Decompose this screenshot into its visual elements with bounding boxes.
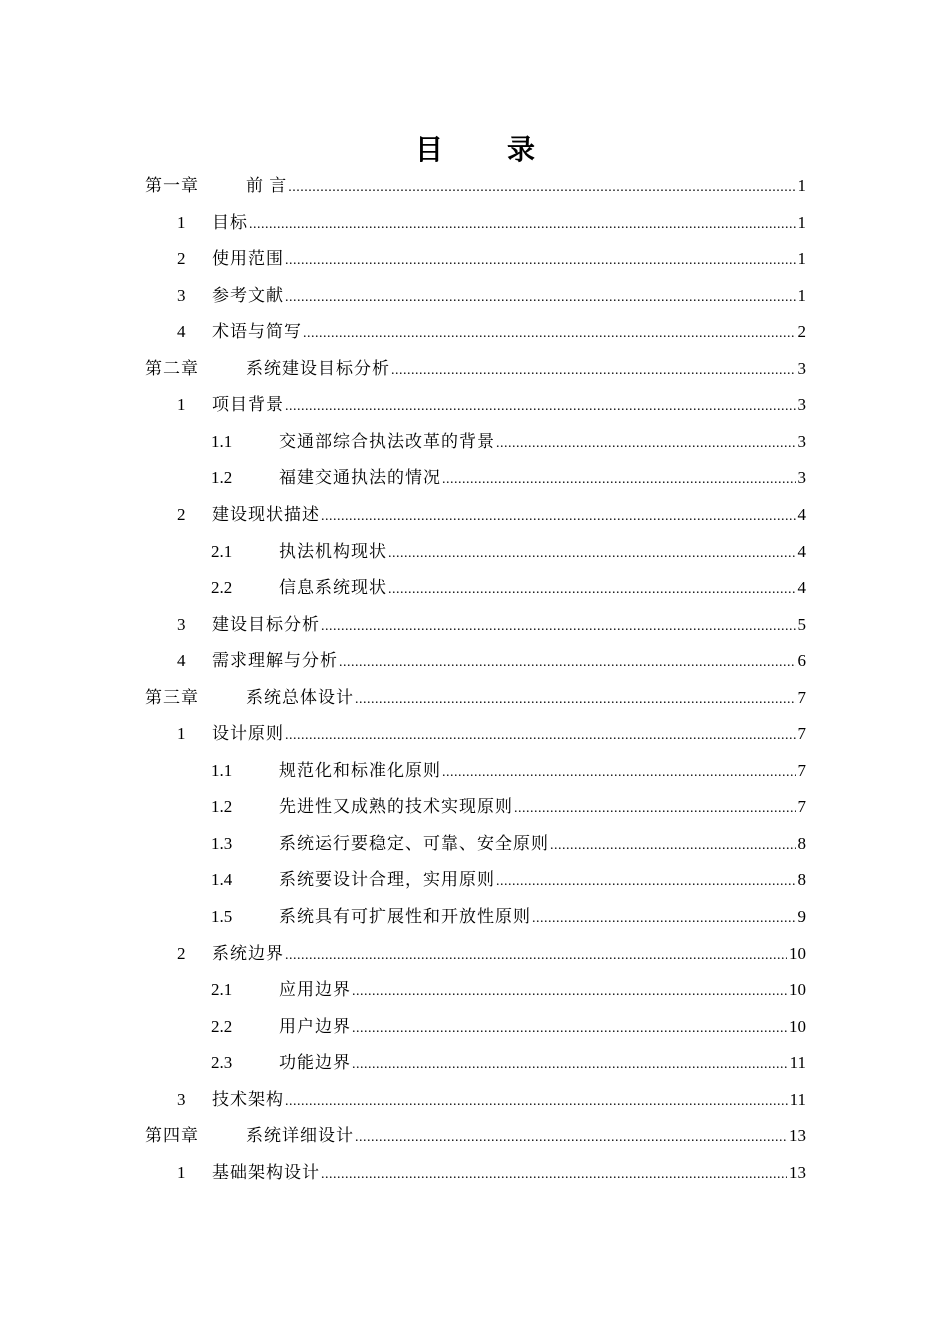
toc-entry-label: 福建交通执法的情况	[279, 468, 441, 488]
toc-entry-page: 9	[797, 907, 806, 926]
toc-entry-label: 术语与简写	[212, 322, 302, 342]
toc-entry-number: 2.1	[211, 541, 233, 561]
toc-dot-leader	[388, 572, 796, 608]
toc-entry-line	[212, 241, 806, 279]
toc-entry-label: 系统具有可扩展性和开放性原则	[279, 907, 531, 926]
toc-dot-leader	[496, 426, 796, 462]
toc-dot-leader	[496, 864, 796, 900]
toc-entry-line	[212, 314, 806, 352]
toc-entry-label: 系统要设计合理，实用原则	[279, 870, 495, 890]
toc-entry-line	[212, 205, 806, 243]
toc-entry-label: 规范化和标准化原则	[279, 760, 441, 780]
toc-dot-leader	[303, 316, 796, 352]
toc-entry-number: 2.3	[211, 1053, 233, 1073]
toc-entry-line	[279, 534, 806, 572]
toc-dot-leader	[550, 828, 796, 864]
toc-entry-page: 1	[797, 249, 806, 269]
toc-entry-label: 功能边界	[279, 1053, 351, 1073]
toc-entry-number: 2.2	[211, 1016, 233, 1036]
toc-entry-label: 系统运行要稳定、可靠、安全原则	[279, 833, 549, 853]
toc-dot-leader	[285, 718, 796, 754]
toc-entry-label: 设计原则	[212, 724, 284, 744]
toc-entry-label: 项目背景	[212, 395, 284, 415]
toc-entry-page: 10	[789, 980, 806, 1000]
toc-entry-page: 3	[797, 468, 806, 488]
toc-entry-number: 2	[177, 943, 186, 963]
toc-entry-line	[212, 278, 806, 316]
toc-dot-leader	[442, 755, 796, 791]
toc-entry-label: 建设目标分析	[212, 614, 320, 634]
toc-dot-leader	[285, 1084, 788, 1120]
toc-dot-leader	[321, 1157, 787, 1193]
toc-entry-number: 1.4	[211, 870, 233, 890]
toc-entry-number: 4	[177, 322, 186, 342]
toc-entry-page: 10	[789, 943, 806, 963]
toc-entry-line	[279, 1009, 806, 1047]
toc-entry-line	[279, 1045, 806, 1083]
toc-dot-leader	[321, 609, 796, 645]
toc-entry-number: 1.1	[211, 760, 233, 780]
toc-entry-label: 技术架构	[212, 1089, 284, 1109]
toc-entry-line	[212, 1155, 806, 1193]
toc-entry-page: 4	[797, 578, 806, 598]
toc-dot-leader	[285, 243, 796, 279]
toc-entry-line	[246, 168, 806, 206]
toc-entry-number: 1.1	[211, 431, 233, 451]
toc-entry-label: 系统边界	[212, 943, 284, 963]
toc-dot-leader	[288, 170, 795, 206]
toc-entry-number: 4	[177, 651, 186, 671]
toc-entry-page: 11	[789, 1053, 806, 1073]
toc-entry-number: 1	[177, 395, 186, 415]
toc-entry-label: 前 言	[246, 176, 288, 195]
toc-entry-label: 先进性又成熟的技术实现原则	[279, 797, 513, 817]
toc-entry-label: 参考文献	[212, 285, 284, 305]
toc-entry-label: 使用范围	[212, 249, 284, 269]
toc-entry-page: 11	[789, 1089, 806, 1109]
toc-entry-label: 目标	[212, 212, 248, 232]
toc-entry-number: 3	[177, 1089, 186, 1109]
toc-entry-line	[246, 1118, 806, 1156]
toc-entry-number: 2.1	[211, 980, 233, 1000]
toc-dot-leader	[321, 499, 796, 535]
toc-entry-page: 1	[797, 212, 806, 232]
toc-entry-page: 7	[797, 797, 806, 817]
toc-dot-leader	[514, 791, 796, 827]
toc-entry-line	[279, 899, 806, 937]
toc-dot-leader	[339, 645, 796, 681]
toc-dot-leader	[388, 536, 796, 572]
toc-entry-page: 5	[797, 614, 806, 634]
toc-dot-leader	[285, 389, 796, 425]
toc-entry-page: 3	[797, 358, 806, 378]
toc-entry-line	[279, 789, 806, 827]
toc-entry-page: 1	[797, 176, 806, 195]
toc-dot-leader	[355, 682, 796, 718]
toc-entry-label: 建设现状描述	[212, 504, 320, 524]
toc-entry-line	[212, 643, 806, 681]
toc-entry-label: 基础架构设计	[212, 1162, 320, 1182]
toc-entry-number: 2.2	[211, 578, 233, 598]
toc-entry-line	[279, 570, 806, 608]
toc-entry-page: 2	[797, 322, 806, 342]
toc-entry-label: 系统建设目标分析	[246, 358, 390, 378]
toc-entry-line	[212, 1082, 806, 1120]
toc-entry-line	[246, 680, 806, 718]
toc-dot-leader	[355, 1120, 787, 1156]
toc-entry-number: 第三章	[145, 687, 199, 707]
toc-entry-line	[279, 753, 806, 791]
toc-entry-number: 第一章	[145, 176, 199, 195]
toc-entry-line	[279, 972, 806, 1010]
toc-entry-label: 执法机构现状	[279, 541, 387, 561]
toc-entry-number: 1.2	[211, 468, 233, 488]
toc-entry-number: 第二章	[145, 358, 199, 378]
toc-entry-label: 系统详细设计	[246, 1126, 354, 1146]
toc-entry-line	[212, 716, 806, 754]
toc-entry-line	[279, 424, 806, 462]
toc-entry-label: 交通部综合执法改革的背景	[279, 431, 495, 451]
toc-entry-page: 8	[797, 833, 806, 853]
toc-dot-leader	[352, 974, 787, 1010]
toc-dot-leader	[442, 462, 796, 498]
toc-entry-page: 7	[797, 760, 806, 780]
toc-entry-number: 1.3	[211, 833, 233, 853]
toc-dot-leader	[352, 1047, 788, 1083]
toc-entry-page: 3	[797, 431, 806, 451]
toc-entry-number: 3	[177, 614, 186, 634]
toc-entry-label: 信息系统现状	[279, 578, 387, 598]
toc-entry-page: 3	[797, 395, 806, 415]
toc-entry-page: 7	[797, 724, 806, 744]
toc-dot-leader	[391, 353, 796, 389]
toc-entry-page: 13	[789, 1126, 806, 1146]
toc-title: 目 录	[414, 135, 553, 166]
toc-entry-line	[212, 607, 806, 645]
toc-entry-label: 应用边界	[279, 980, 351, 1000]
toc-entry-page: 4	[797, 541, 806, 561]
toc-entry-line	[212, 387, 806, 425]
toc-entry-number: 1	[177, 724, 186, 744]
toc-entry-page: 8	[797, 870, 806, 890]
toc-entry-number: 1	[177, 212, 186, 232]
toc-entry-label: 需求理解与分析	[212, 651, 338, 671]
toc-entry-page: 10	[789, 1016, 806, 1036]
toc-entry-number: 1.5	[211, 907, 233, 926]
toc-entry-number: 2	[177, 249, 186, 269]
toc-entry-line	[279, 826, 806, 864]
toc-entry-number: 1.2	[211, 797, 233, 817]
toc-entry-number: 3	[177, 285, 186, 305]
toc-entry-page: 4	[797, 504, 806, 524]
toc-entry-line	[279, 862, 806, 900]
toc-entry-label: 系统总体设计	[246, 687, 354, 707]
toc-entry-number: 第四章	[145, 1126, 199, 1146]
toc-dot-leader	[249, 207, 796, 243]
toc-entry-page: 6	[797, 651, 806, 671]
toc-entry-number: 1	[177, 1162, 186, 1182]
toc-entry-line	[279, 460, 806, 498]
toc-entry-line	[246, 351, 806, 389]
toc-entry-label: 用户边界	[279, 1016, 351, 1036]
toc-dot-leader	[285, 280, 796, 316]
toc-entry-page: 1	[797, 285, 806, 305]
toc-entry-line	[212, 497, 806, 535]
toc-dot-leader	[352, 1011, 787, 1047]
toc-dot-leader	[532, 901, 796, 937]
toc-entry-page: 13	[789, 1162, 806, 1182]
toc-entry-line	[212, 936, 806, 974]
toc-entry-page: 7	[797, 687, 806, 707]
toc-dot-leader	[285, 938, 787, 974]
toc-entry-number: 2	[177, 504, 186, 524]
